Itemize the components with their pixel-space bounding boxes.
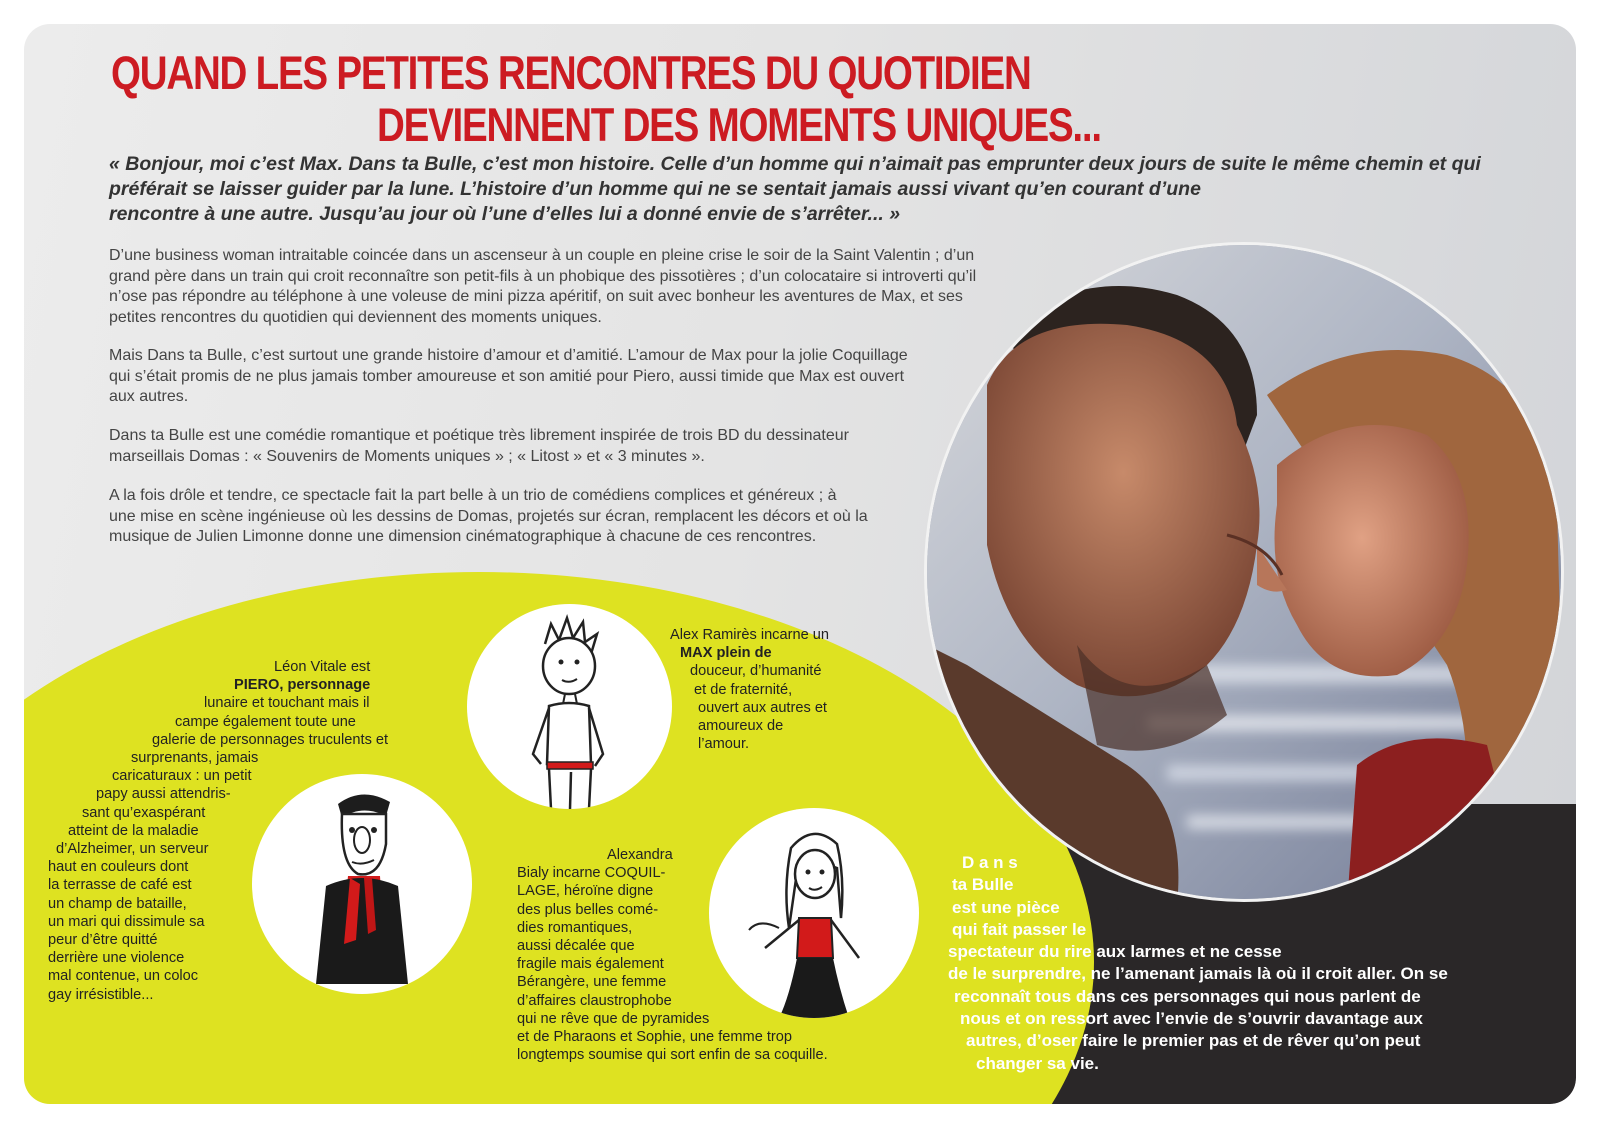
paragraph-1 [109, 246, 1069, 328]
paragraph-line: qui s’était promis de ne plus jamais tomber amoureuse et son amitié pour Piero, aussi timide que Max est ouvert [109, 367, 905, 385]
caption-line: d’affaires claustrophobe [517, 992, 672, 1009]
caption-line: campe également toute une [175, 713, 356, 730]
coquillage-caption [517, 846, 828, 1064]
paragraph-line: Dans ta Bulle est une comédie romantique et poétique très librement inspirée de trois BD du dessinateur [109, 427, 849, 444]
caption-line [44, 676, 388, 694]
paragraph-line: Mais Dans ta Bulle, c’est surtout une grande histoire d’amour et d’amitié. L’amour de Max pour la jolie Coquillage [109, 347, 908, 364]
max-drawing [467, 604, 672, 809]
paragraph-line: A la fois drôle et tendre, ce spectacle fait la part belle à un trio de comédiens complices et généreux ; à [109, 487, 837, 504]
closing-line: reconnaît tous dans ces personnages qui nous parlent de [954, 986, 1421, 1006]
paragraph-2 [109, 346, 1069, 408]
caption-line: atteint de la maladie [68, 822, 199, 839]
paragraph-line: musique de Julien Limonne donne une dimension cinématographique à chacune de ces rencontres. [109, 528, 817, 545]
couple-photo-illustration [927, 245, 1564, 902]
caption-line: ouvert aux autres et [698, 699, 827, 716]
caption-line: dies romantiques, [517, 919, 633, 936]
caption-line: qui ne rêve que de pyramides [517, 1010, 710, 1027]
caption-line: fragile mais également [517, 956, 664, 973]
caption-line: longtemps soumise qui sort enfin de sa coquille. [517, 1047, 828, 1064]
caption-line: LAGE, héroïne digne [517, 883, 654, 900]
caption-line: papy aussi attendris- [96, 786, 231, 803]
caption-line: Alexandra [607, 847, 673, 863]
caption-line-bold: PIERO, personnage [234, 677, 371, 694]
intro-quote [109, 152, 1539, 227]
max-character-icon [467, 604, 672, 809]
caption-line: d’Alzheimer, un serveur [56, 841, 209, 858]
closing-line: de le surprendre, ne l’amenant jamais là où il croit aller. On se [948, 964, 1448, 984]
caption-line: amoureux de [698, 718, 784, 735]
piero-caption [44, 658, 388, 1004]
paragraph-line: D’une business woman intraitable coincée dans un ascenseur à un couple en pleine crise le soir de la Saint Valentin ; d’un [109, 247, 975, 264]
caption-line: et de Pharaons et Sophie, une femme trop [517, 1029, 793, 1046]
caption-line: derrière une violence [48, 950, 185, 967]
caption-line: douceur, d’humanité [690, 663, 822, 680]
caption-line: l’amour. [698, 736, 750, 753]
caption-line: Bérangère, une femme [517, 974, 667, 991]
caption-line: et de fraternité, [694, 681, 793, 698]
closing-line: est une pièce [952, 897, 1060, 917]
caption-line: gay irrésistible... [48, 986, 154, 1003]
caption-line: surprenants, jamais [131, 750, 259, 767]
paragraph-line: petites rencontres du quotidien qui deviennent des moments uniques. [109, 308, 602, 326]
paragraph-line: une mise en scène ingénieuse où les dessins de Domas, projetés sur écran, remplacent les décors et où la [109, 507, 868, 525]
paragraph-line: n’ose pas répondre au téléphone à une voleuse de mini pizza apéritif, on suit avec bonheur les aventures de Max, et ses [109, 288, 963, 305]
paragraph-3 [109, 426, 1069, 467]
caption-line [670, 644, 829, 662]
caption-line-bold: MAX plein de [680, 645, 772, 662]
caption-line: caricaturaux : un petit [112, 768, 252, 785]
paragraph-line: marseillais Domas : « Souvenirs de Moments uniques » ; « Litost » et « 3 minutes ». [109, 447, 705, 465]
quote-line: préférait se laisser guider par la lune. L’histoire d’un homme qui ne se sentait jamais aussi vivant qu’en courant d’une [109, 178, 1201, 200]
paragraph-line: grand père dans un train qui croit reconnaître son petit-fils à un phobique des pissotières ; d’un colocataire si introverti qu’il [109, 267, 977, 285]
closing-line: changer sa vie. [976, 1053, 1099, 1073]
closing-line: autres, d’oser faire le premier pas et de rêver qu’on peut [966, 1031, 1421, 1051]
caption-line: Bialy incarne COQUIL- [517, 865, 666, 882]
closing-line: ta Bulle [952, 875, 1014, 895]
paragraph-line: aux autres. [109, 388, 189, 405]
caption-line: galerie de personnages truculents et [152, 731, 389, 748]
closing-line: nous et on ressort avec l’envie de s’ouvrir davantage aux [960, 1009, 1423, 1029]
caption-line: peur d’être quitté [48, 932, 158, 949]
page-panel [24, 24, 1576, 1104]
quote-line: « Bonjour, moi c’est Max. Dans ta Bulle, c’est mon histoire. Celle d’un homme qui n’aimait pas emprunter deux jours de suite le même chemin et qui [109, 153, 1481, 175]
caption-line: Alex Ramirès incarne un [670, 627, 829, 643]
caption-line: Léon Vitale est [274, 659, 371, 675]
max-caption [670, 626, 829, 753]
page-title-line-2: DEVIENNENT DES MOMENTS UNIQUES... [377, 98, 1101, 151]
caption-line: mal contenue, un coloc [48, 968, 199, 985]
closing-text [948, 852, 1448, 1075]
closing-line: qui fait passer le [952, 919, 1087, 939]
caption-line: lunaire et touchant mais il [204, 695, 370, 712]
caption-line: un champ de bataille, [48, 895, 187, 912]
couple-photo [924, 242, 1564, 902]
caption-line: aussi décalée que [517, 938, 635, 955]
caption-line: sant qu’exaspérant [82, 804, 206, 821]
caption-line: un mari qui dissimule sa [48, 913, 205, 930]
page-title-line-1: QUAND LES PETITES RENCONTRES DU QUOTIDIEN [111, 46, 1031, 99]
caption-line: haut en couleurs dont [48, 859, 189, 876]
closing-line: D a n s [962, 853, 1018, 872]
quote-line: rencontre à une autre. Jusqu’au jour où l’une d’elles lui a donné envie de s’arrêter... » [109, 203, 901, 225]
caption-line: des plus belles comé- [517, 901, 659, 918]
closing-line: spectateur du rire aux larmes et ne cesse [948, 942, 1282, 962]
caption-line: la terrasse de café est [48, 877, 192, 894]
